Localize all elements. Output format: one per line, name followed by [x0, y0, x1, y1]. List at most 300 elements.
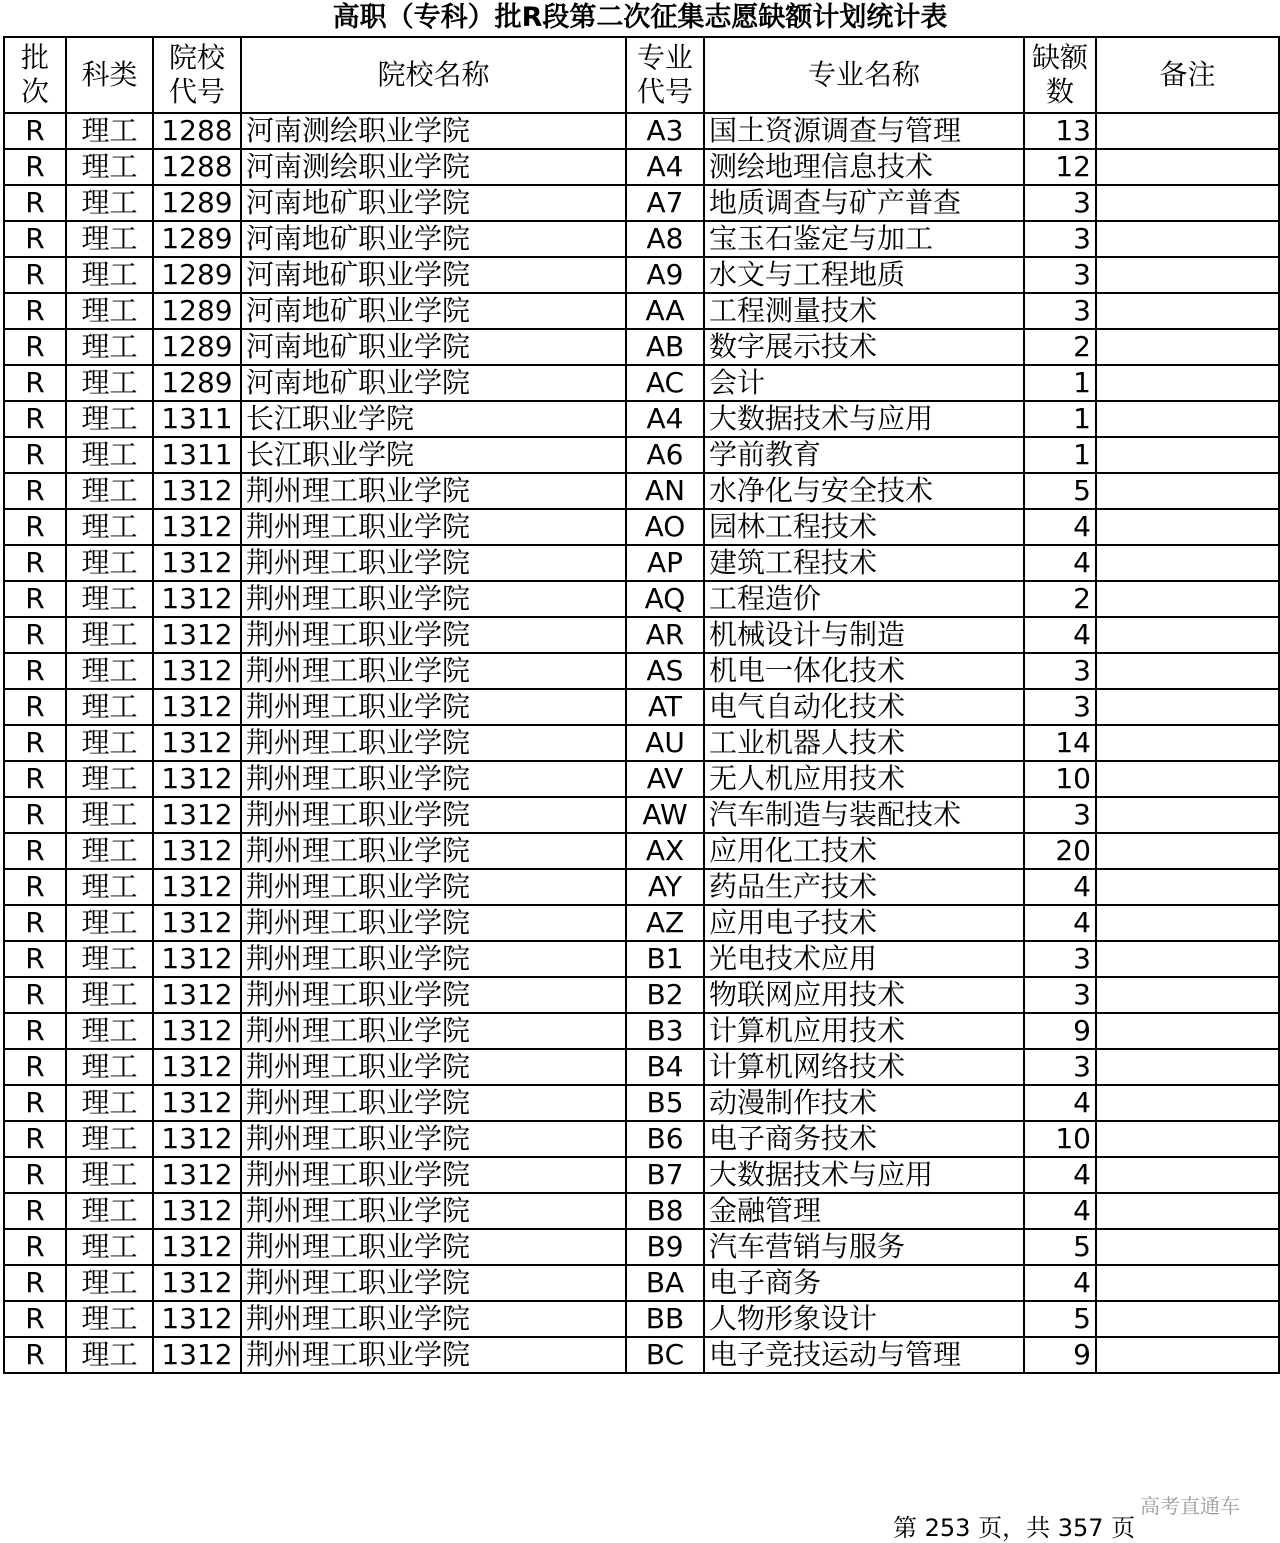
cell-remark — [1096, 1085, 1279, 1121]
cell-category: 理工 — [66, 1013, 153, 1049]
cell-school-code: 1312 — [153, 941, 241, 977]
cell-school-name: 长江职业学院 — [241, 401, 626, 437]
cell-category: 理工 — [66, 1265, 153, 1301]
cell-batch: R — [4, 653, 66, 689]
cell-major-code: AW — [626, 797, 704, 833]
cell-school-code: 1289 — [153, 185, 241, 221]
cell-category: 理工 — [66, 1229, 153, 1265]
cell-batch: R — [4, 761, 66, 797]
cell-vacancy: 4 — [1024, 1157, 1096, 1193]
cell-batch: R — [4, 1013, 66, 1049]
cell-remark — [1096, 545, 1279, 581]
cell-major-code: A9 — [626, 257, 704, 293]
cell-school-code: 1312 — [153, 1085, 241, 1121]
cell-batch: R — [4, 545, 66, 581]
cell-major-code: B3 — [626, 1013, 704, 1049]
cell-vacancy: 1 — [1024, 437, 1096, 473]
vacancy-table — [3, 36, 1280, 1374]
cell-remark — [1096, 185, 1279, 221]
watermark: 高考直通车 — [1140, 1494, 1240, 1518]
cell-school-code: 1312 — [153, 1265, 241, 1301]
cell-school-name: 荆州理工职业学院 — [241, 761, 626, 797]
cell-batch: R — [4, 1121, 66, 1157]
cell-school-name: 荆州理工职业学院 — [241, 581, 626, 617]
header-category: 科类 — [66, 37, 153, 113]
table-row — [4, 113, 1279, 149]
cell-category: 理工 — [66, 977, 153, 1013]
cell-school-name: 河南地矿职业学院 — [241, 257, 626, 293]
cell-batch: R — [4, 833, 66, 869]
cell-batch: R — [4, 401, 66, 437]
table-row — [4, 761, 1279, 797]
page-title: 高职（专科）批R段第二次征集志愿缺额计划统计表 — [332, 2, 948, 33]
cell-batch: R — [4, 329, 66, 365]
cell-major-code: AT — [626, 689, 704, 725]
cell-category: 理工 — [66, 797, 153, 833]
cell-category: 理工 — [66, 653, 153, 689]
cell-major-name: 工程造价 — [704, 581, 1024, 617]
cell-vacancy: 4 — [1024, 617, 1096, 653]
cell-major-code: AP — [626, 545, 704, 581]
cell-vacancy: 4 — [1024, 1265, 1096, 1301]
cell-major-name: 地质调查与矿产普查 — [704, 185, 1024, 221]
cell-remark — [1096, 257, 1279, 293]
table-row — [4, 293, 1279, 329]
cell-major-name: 电子商务 — [704, 1265, 1024, 1301]
table-row — [4, 905, 1279, 941]
cell-batch: R — [4, 221, 66, 257]
cell-category: 理工 — [66, 329, 153, 365]
table-row — [4, 1013, 1279, 1049]
cell-remark — [1096, 437, 1279, 473]
cell-school-name: 河南地矿职业学院 — [241, 221, 626, 257]
cell-remark — [1096, 725, 1279, 761]
cell-major-code: AX — [626, 833, 704, 869]
cell-major-name: 机电一体化技术 — [704, 653, 1024, 689]
header-school-code: 院校代号 — [153, 37, 241, 113]
cell-major-name: 应用电子技术 — [704, 905, 1024, 941]
cell-school-name: 荆州理工职业学院 — [241, 797, 626, 833]
cell-category: 理工 — [66, 941, 153, 977]
table-row — [4, 545, 1279, 581]
cell-school-code: 1289 — [153, 365, 241, 401]
table-row — [4, 1157, 1279, 1193]
cell-vacancy: 14 — [1024, 725, 1096, 761]
cell-major-code: B2 — [626, 977, 704, 1013]
cell-major-code: A4 — [626, 149, 704, 185]
cell-school-code: 1312 — [153, 509, 241, 545]
cell-major-name: 大数据技术与应用 — [704, 401, 1024, 437]
cell-school-code: 1312 — [153, 1157, 241, 1193]
cell-major-code: AA — [626, 293, 704, 329]
cell-category: 理工 — [66, 725, 153, 761]
cell-major-code: B6 — [626, 1121, 704, 1157]
cell-school-code: 1312 — [153, 761, 241, 797]
cell-major-code: AU — [626, 725, 704, 761]
cell-category: 理工 — [66, 365, 153, 401]
cell-remark — [1096, 1337, 1279, 1373]
cell-major-name: 物联网应用技术 — [704, 977, 1024, 1013]
cell-major-code: B9 — [626, 1229, 704, 1265]
table-row — [4, 797, 1279, 833]
cell-remark — [1096, 149, 1279, 185]
cell-batch: R — [4, 509, 66, 545]
cell-vacancy: 20 — [1024, 833, 1096, 869]
table-row — [4, 869, 1279, 905]
page-number: 第 253 页，共 357 页 — [893, 1514, 1136, 1542]
cell-school-code: 1312 — [153, 473, 241, 509]
cell-major-name: 电气自动化技术 — [704, 689, 1024, 725]
cell-school-code: 1312 — [153, 1013, 241, 1049]
cell-vacancy: 2 — [1024, 581, 1096, 617]
cell-school-code: 1312 — [153, 1301, 241, 1337]
cell-remark — [1096, 833, 1279, 869]
table-row — [4, 473, 1279, 509]
cell-major-name: 会计 — [704, 365, 1024, 401]
cell-major-code: A7 — [626, 185, 704, 221]
cell-major-code: AR — [626, 617, 704, 653]
cell-school-name: 荆州理工职业学院 — [241, 977, 626, 1013]
cell-school-code: 1312 — [153, 977, 241, 1013]
cell-school-code: 1312 — [153, 545, 241, 581]
cell-category: 理工 — [66, 509, 153, 545]
cell-category: 理工 — [66, 401, 153, 437]
cell-remark — [1096, 581, 1279, 617]
cell-batch: R — [4, 1193, 66, 1229]
cell-category: 理工 — [66, 221, 153, 257]
cell-batch: R — [4, 293, 66, 329]
cell-remark — [1096, 797, 1279, 833]
cell-vacancy: 1 — [1024, 401, 1096, 437]
cell-vacancy: 2 — [1024, 329, 1096, 365]
table-row — [4, 725, 1279, 761]
cell-category: 理工 — [66, 1049, 153, 1085]
cell-batch: R — [4, 581, 66, 617]
cell-remark — [1096, 221, 1279, 257]
cell-remark — [1096, 1301, 1279, 1337]
cell-batch: R — [4, 941, 66, 977]
cell-category: 理工 — [66, 1157, 153, 1193]
cell-major-name: 数字展示技术 — [704, 329, 1024, 365]
cell-school-code: 1312 — [153, 869, 241, 905]
cell-category: 理工 — [66, 545, 153, 581]
cell-batch: R — [4, 617, 66, 653]
cell-major-code: AV — [626, 761, 704, 797]
cell-school-name: 荆州理工职业学院 — [241, 869, 626, 905]
table-row — [4, 1337, 1279, 1373]
cell-school-name: 荆州理工职业学院 — [241, 1049, 626, 1085]
cell-major-name: 工程测量技术 — [704, 293, 1024, 329]
cell-remark — [1096, 1013, 1279, 1049]
cell-major-name: 学前教育 — [704, 437, 1024, 473]
cell-batch: R — [4, 1301, 66, 1337]
cell-category: 理工 — [66, 185, 153, 221]
cell-school-code: 1289 — [153, 293, 241, 329]
cell-remark — [1096, 1049, 1279, 1085]
cell-category: 理工 — [66, 689, 153, 725]
cell-remark — [1096, 617, 1279, 653]
cell-major-name: 大数据技术与应用 — [704, 1157, 1024, 1193]
cell-vacancy: 3 — [1024, 977, 1096, 1013]
cell-vacancy: 9 — [1024, 1013, 1096, 1049]
cell-school-code: 1288 — [153, 113, 241, 149]
cell-school-name: 荆州理工职业学院 — [241, 473, 626, 509]
cell-major-code: AY — [626, 869, 704, 905]
table-row — [4, 365, 1279, 401]
cell-school-name: 荆州理工职业学院 — [241, 545, 626, 581]
cell-major-code: B5 — [626, 1085, 704, 1121]
cell-major-name: 光电技术应用 — [704, 941, 1024, 977]
cell-major-name: 人物形象设计 — [704, 1301, 1024, 1337]
cell-category: 理工 — [66, 1337, 153, 1373]
cell-batch: R — [4, 1085, 66, 1121]
cell-school-name: 荆州理工职业学院 — [241, 1193, 626, 1229]
cell-vacancy: 10 — [1024, 761, 1096, 797]
cell-school-code: 1289 — [153, 257, 241, 293]
table-row — [4, 617, 1279, 653]
cell-batch: R — [4, 437, 66, 473]
cell-vacancy: 13 — [1024, 113, 1096, 149]
cell-vacancy: 3 — [1024, 797, 1096, 833]
cell-remark — [1096, 473, 1279, 509]
cell-batch: R — [4, 1049, 66, 1085]
cell-batch: R — [4, 473, 66, 509]
cell-school-code: 1312 — [153, 689, 241, 725]
table-row — [4, 221, 1279, 257]
cell-major-code: A8 — [626, 221, 704, 257]
cell-remark — [1096, 977, 1279, 1013]
table-row — [4, 185, 1279, 221]
cell-batch: R — [4, 1229, 66, 1265]
cell-vacancy: 4 — [1024, 545, 1096, 581]
cell-batch: R — [4, 1265, 66, 1301]
cell-remark — [1096, 869, 1279, 905]
cell-major-code: AS — [626, 653, 704, 689]
cell-remark — [1096, 365, 1279, 401]
cell-major-name: 国土资源调查与管理 — [704, 113, 1024, 149]
cell-school-code: 1312 — [153, 797, 241, 833]
cell-major-code: AO — [626, 509, 704, 545]
cell-remark — [1096, 1265, 1279, 1301]
cell-vacancy: 5 — [1024, 473, 1096, 509]
cell-category: 理工 — [66, 113, 153, 149]
cell-school-name: 荆州理工职业学院 — [241, 833, 626, 869]
cell-major-code: A6 — [626, 437, 704, 473]
cell-category: 理工 — [66, 869, 153, 905]
cell-remark — [1096, 1229, 1279, 1265]
cell-major-name: 水净化与安全技术 — [704, 473, 1024, 509]
cell-school-name: 荆州理工职业学院 — [241, 941, 626, 977]
cell-school-name: 河南地矿职业学院 — [241, 293, 626, 329]
cell-school-name: 荆州理工职业学院 — [241, 1013, 626, 1049]
cell-vacancy: 10 — [1024, 1121, 1096, 1157]
cell-school-name: 荆州理工职业学院 — [241, 1229, 626, 1265]
cell-batch: R — [4, 905, 66, 941]
header-vacancy: 缺额数 — [1024, 37, 1096, 113]
cell-school-code: 1312 — [153, 725, 241, 761]
cell-school-name: 荆州理工职业学院 — [241, 1337, 626, 1373]
table-row — [4, 1121, 1279, 1157]
cell-batch: R — [4, 149, 66, 185]
cell-school-code: 1312 — [153, 1049, 241, 1085]
header-major-code: 专业代号 — [626, 37, 704, 113]
cell-remark — [1096, 329, 1279, 365]
cell-school-name: 荆州理工职业学院 — [241, 1157, 626, 1193]
cell-school-code: 1312 — [153, 1337, 241, 1373]
cell-school-name: 河南地矿职业学院 — [241, 185, 626, 221]
cell-major-name: 计算机网络技术 — [704, 1049, 1024, 1085]
cell-remark — [1096, 653, 1279, 689]
cell-vacancy: 5 — [1024, 1301, 1096, 1337]
cell-major-name: 宝玉石鉴定与加工 — [704, 221, 1024, 257]
cell-major-name: 园林工程技术 — [704, 509, 1024, 545]
cell-vacancy: 5 — [1024, 1229, 1096, 1265]
cell-category: 理工 — [66, 1085, 153, 1121]
cell-school-name: 荆州理工职业学院 — [241, 1121, 626, 1157]
cell-major-code: B7 — [626, 1157, 704, 1193]
cell-school-code: 1312 — [153, 617, 241, 653]
cell-school-name: 荆州理工职业学院 — [241, 689, 626, 725]
table-row — [4, 149, 1279, 185]
table-row — [4, 509, 1279, 545]
cell-major-name: 电子商务技术 — [704, 1121, 1024, 1157]
table-row — [4, 401, 1279, 437]
table-header-row — [4, 37, 1279, 113]
cell-vacancy: 9 — [1024, 1337, 1096, 1373]
cell-category: 理工 — [66, 149, 153, 185]
cell-batch: R — [4, 113, 66, 149]
cell-category: 理工 — [66, 293, 153, 329]
cell-major-code: AN — [626, 473, 704, 509]
cell-remark — [1096, 761, 1279, 797]
cell-school-code: 1312 — [153, 653, 241, 689]
cell-batch: R — [4, 185, 66, 221]
table-row — [4, 1229, 1279, 1265]
cell-major-code: AQ — [626, 581, 704, 617]
table-row — [4, 1265, 1279, 1301]
table-row — [4, 329, 1279, 365]
cell-remark — [1096, 509, 1279, 545]
cell-batch: R — [4, 365, 66, 401]
cell-school-code: 1288 — [153, 149, 241, 185]
cell-category: 理工 — [66, 833, 153, 869]
header-school-name: 院校名称 — [241, 37, 626, 113]
cell-vacancy: 3 — [1024, 653, 1096, 689]
cell-remark — [1096, 401, 1279, 437]
cell-school-name: 荆州理工职业学院 — [241, 725, 626, 761]
cell-remark — [1096, 689, 1279, 725]
table-row — [4, 1085, 1279, 1121]
cell-major-name: 机械设计与制造 — [704, 617, 1024, 653]
cell-major-code: B1 — [626, 941, 704, 977]
cell-major-code: AZ — [626, 905, 704, 941]
cell-school-name: 河南地矿职业学院 — [241, 329, 626, 365]
cell-major-code: B8 — [626, 1193, 704, 1229]
cell-category: 理工 — [66, 473, 153, 509]
cell-school-code: 1312 — [153, 1193, 241, 1229]
cell-vacancy: 4 — [1024, 509, 1096, 545]
cell-batch: R — [4, 257, 66, 293]
table-row — [4, 1049, 1279, 1085]
cell-major-name: 建筑工程技术 — [704, 545, 1024, 581]
cell-major-code: AC — [626, 365, 704, 401]
cell-school-code: 1312 — [153, 581, 241, 617]
cell-major-name: 计算机应用技术 — [704, 1013, 1024, 1049]
cell-vacancy: 3 — [1024, 689, 1096, 725]
table-row — [4, 1301, 1279, 1337]
cell-school-name: 河南测绘职业学院 — [241, 113, 626, 149]
cell-major-name: 电子竞技运动与管理 — [704, 1337, 1024, 1373]
cell-major-code: BB — [626, 1301, 704, 1337]
cell-category: 理工 — [66, 257, 153, 293]
cell-vacancy: 12 — [1024, 149, 1096, 185]
cell-remark — [1096, 941, 1279, 977]
table-row — [4, 833, 1279, 869]
cell-school-code: 1289 — [153, 329, 241, 365]
cell-school-name: 荆州理工职业学院 — [241, 617, 626, 653]
cell-batch: R — [4, 797, 66, 833]
cell-major-name: 金融管理 — [704, 1193, 1024, 1229]
cell-batch: R — [4, 1157, 66, 1193]
cell-school-name: 荆州理工职业学院 — [241, 509, 626, 545]
cell-school-name: 荆州理工职业学院 — [241, 653, 626, 689]
header-remark: 备注 — [1096, 37, 1279, 113]
cell-vacancy: 4 — [1024, 1085, 1096, 1121]
cell-vacancy: 3 — [1024, 293, 1096, 329]
cell-major-code: BA — [626, 1265, 704, 1301]
table-row — [4, 689, 1279, 725]
cell-vacancy: 3 — [1024, 185, 1096, 221]
cell-school-name: 荆州理工职业学院 — [241, 1301, 626, 1337]
cell-batch: R — [4, 1337, 66, 1373]
cell-school-name: 长江职业学院 — [241, 437, 626, 473]
table-row — [4, 257, 1279, 293]
cell-major-code: B4 — [626, 1049, 704, 1085]
cell-school-name: 河南测绘职业学院 — [241, 149, 626, 185]
cell-category: 理工 — [66, 1301, 153, 1337]
cell-major-code: BC — [626, 1337, 704, 1373]
cell-batch: R — [4, 869, 66, 905]
cell-vacancy: 4 — [1024, 869, 1096, 905]
cell-vacancy: 3 — [1024, 221, 1096, 257]
cell-school-code: 1312 — [153, 833, 241, 869]
cell-school-code: 1289 — [153, 221, 241, 257]
cell-vacancy: 3 — [1024, 941, 1096, 977]
cell-major-name: 无人机应用技术 — [704, 761, 1024, 797]
cell-category: 理工 — [66, 1121, 153, 1157]
cell-major-code: A3 — [626, 113, 704, 149]
cell-batch: R — [4, 977, 66, 1013]
cell-category: 理工 — [66, 617, 153, 653]
cell-remark — [1096, 1121, 1279, 1157]
cell-remark — [1096, 905, 1279, 941]
cell-major-name: 汽车营销与服务 — [704, 1229, 1024, 1265]
cell-school-name: 荆州理工职业学院 — [241, 1085, 626, 1121]
table-row — [4, 977, 1279, 1013]
cell-school-name: 河南地矿职业学院 — [241, 365, 626, 401]
cell-school-code: 1312 — [153, 1229, 241, 1265]
cell-category: 理工 — [66, 437, 153, 473]
cell-vacancy: 4 — [1024, 905, 1096, 941]
cell-batch: R — [4, 689, 66, 725]
cell-category: 理工 — [66, 581, 153, 617]
cell-category: 理工 — [66, 761, 153, 797]
cell-remark — [1096, 113, 1279, 149]
cell-remark — [1096, 293, 1279, 329]
table-row — [4, 1193, 1279, 1229]
cell-major-name: 动漫制作技术 — [704, 1085, 1024, 1121]
cell-vacancy: 3 — [1024, 257, 1096, 293]
